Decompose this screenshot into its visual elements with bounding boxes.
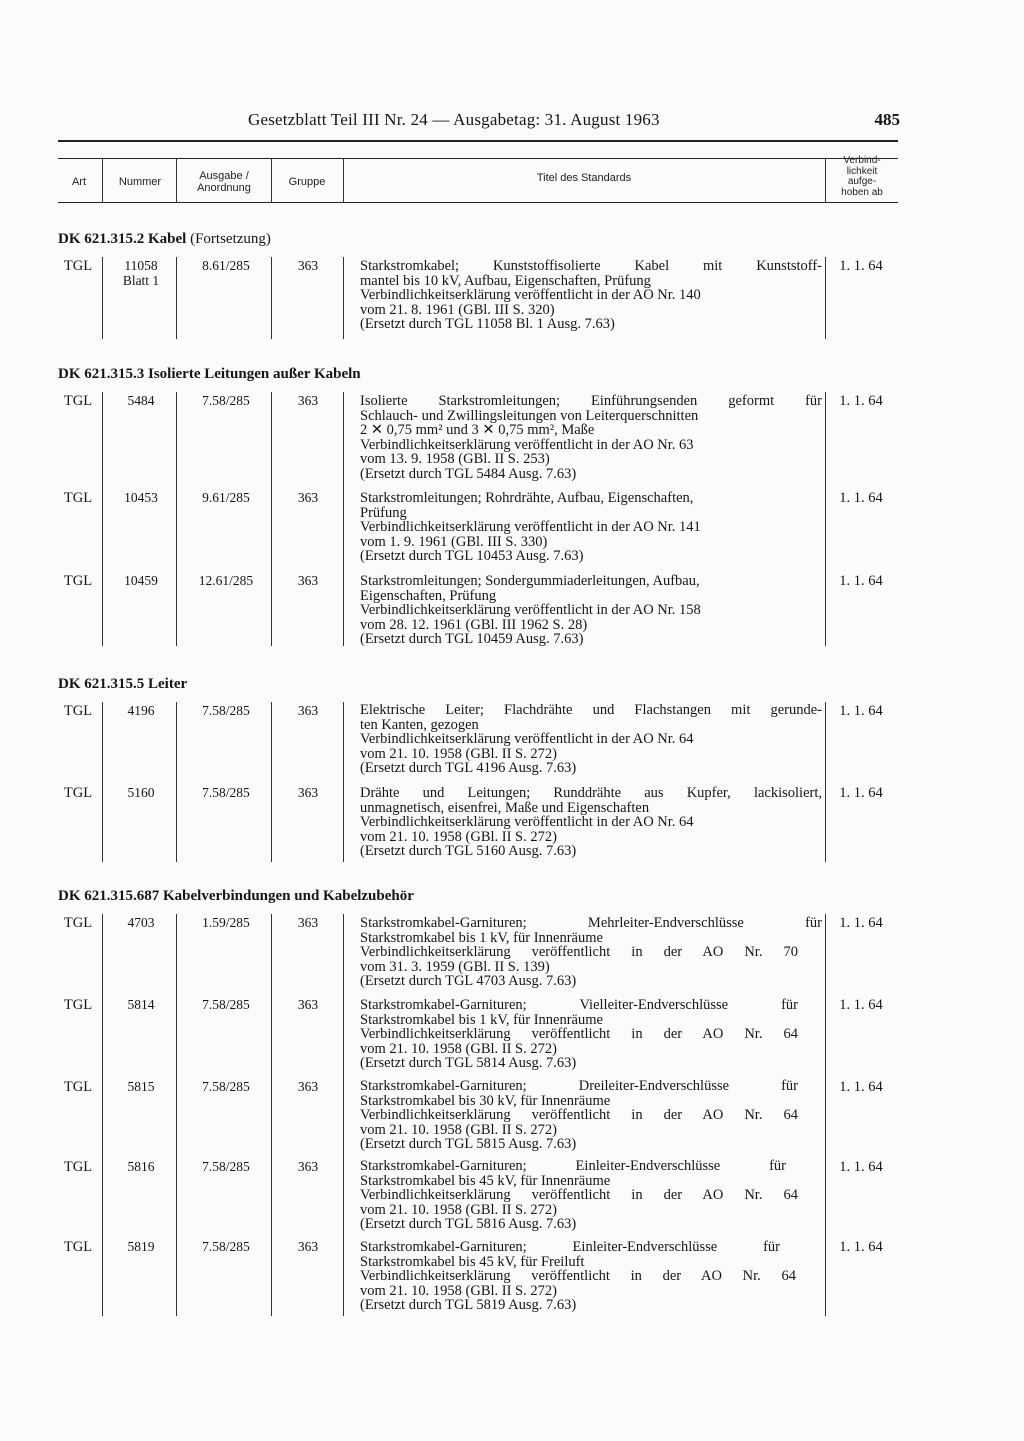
- entry-title-line: Starkstromkabel bis 1 kV, für Innenräume: [360, 929, 603, 946]
- entry-title-line: (Ersetzt durch TGL 5816 Ausg. 7.63): [360, 1216, 577, 1233]
- entry-title-line: Verbindlichkeitserklärung veröffentlicht in der AO Nr. 64: [360, 1026, 798, 1043]
- column-header-gruppe: Gruppe: [288, 176, 326, 188]
- entry-ausgabe: 7.58/285: [202, 1239, 250, 1254]
- entry-nummer: 10459: [124, 573, 158, 588]
- section-code: DK 621.315.3: [58, 366, 145, 382]
- row-separator-line: [271, 702, 272, 862]
- entry-title-line: Verbindlichkeitserklärung veröffentlicht in der AO Nr. 64: [360, 1107, 798, 1124]
- entry-title: [360, 394, 822, 482]
- entry-title-line: Schlauch- und Zwillingsleitungen von Leiterquerschnitten: [360, 407, 699, 424]
- row-separator-line: [825, 702, 826, 862]
- entry-ausgabe: 7.58/285: [202, 703, 250, 718]
- entry-title-line: vom 21. 10. 1958 (GBl. II S. 272): [360, 1282, 557, 1299]
- entry-ausgabe: 7.58/285: [202, 1159, 250, 1174]
- entry-art: TGL: [63, 1079, 93, 1095]
- entry-gruppe: 363: [297, 1239, 319, 1254]
- column-header-art: Art: [71, 176, 87, 188]
- entry-title-line: Starkstromkabel bis 1 kV, für Innenräume: [360, 1011, 603, 1028]
- entry-date: 1. 1. 64: [839, 1159, 883, 1175]
- entry-title-line: Prüfung: [360, 504, 407, 521]
- entry-nummer: 5814: [127, 997, 155, 1012]
- entry-title-line: Starkstromkabel bis 45 kV, für Innenräume: [360, 1172, 611, 1189]
- entry-title-line: Elektrische Leiter; Flachdrähte und Flachstangen mit gerunde-: [360, 702, 822, 718]
- entry-title-line: vom 21. 10. 1958 (GBl. II S. 272): [360, 1201, 557, 1218]
- section-name: Isolierte Leitungen außer Kabeln: [148, 366, 361, 382]
- entry-nummer: [108, 259, 174, 288]
- entry-nummer: 5160: [127, 785, 155, 800]
- entry-title-line: (Ersetzt durch TGL 5815 Ausg. 7.63): [360, 1136, 577, 1153]
- entry-title: [360, 998, 822, 1071]
- entry-title-line: (Ersetzt durch TGL 11058 Bl. 1 Ausg. 7.63): [360, 316, 615, 333]
- entry-title: [360, 1079, 822, 1152]
- section-heading: [58, 231, 271, 248]
- section-heading: [58, 366, 361, 383]
- row-separator-line: [102, 257, 103, 339]
- section-heading: [58, 888, 414, 905]
- table-header-bottom-rule: [58, 202, 898, 203]
- entry-date: 1. 1. 64: [839, 1079, 883, 1095]
- entry-art: TGL: [63, 1239, 93, 1255]
- row-separator-line: [343, 392, 344, 646]
- entry-gruppe: 363: [297, 573, 319, 588]
- entry-title: [360, 259, 822, 332]
- entry-title-line: (Ersetzt durch TGL 5484 Ausg. 7.63): [360, 465, 577, 482]
- entry-title-line: (Ersetzt durch TGL 10453 Ausg. 7.63): [360, 548, 584, 565]
- entry-title-line: Eigenschaften, Prüfung: [360, 587, 497, 604]
- entry-title: [360, 1159, 822, 1232]
- entry-title-line: Verbindlichkeitserklärung veröffentlicht in der AO Nr. 63: [360, 436, 694, 453]
- column-separator: [271, 158, 272, 203]
- entry-ausgabe: 7.58/285: [202, 1079, 250, 1094]
- column-header-ausgabe: [178, 170, 270, 194]
- entry-title-line: vom 21. 10. 1958 (GBl. II S. 272): [360, 745, 557, 762]
- entry-gruppe: 363: [297, 258, 319, 273]
- entry-title-line: Starkstromkabel bis 30 kV, für Innenräume: [360, 1092, 611, 1109]
- row-separator-line: [176, 914, 177, 1316]
- column-header-verbindlichkeit-line: hoben ab: [841, 186, 883, 198]
- entry-title-line: Isolierte Starkstromleitungen; Einführungsenden geformt für: [360, 393, 822, 409]
- entry-date: 1. 1. 64: [839, 258, 883, 274]
- section-code: DK 621.315.5: [58, 676, 145, 692]
- entry-title-line: Starkstromkabel; Kunststoffisolierte Kabel mit Kunststoff-: [360, 258, 822, 274]
- page-number: 485: [874, 110, 900, 129]
- entry-title-line: Verbindlichkeitserklärung veröffentlicht in der AO Nr. 64: [360, 731, 694, 748]
- entry-title-line: mantel bis 10 kV, Aufbau, Eigenschaften, Prüfung: [360, 272, 651, 289]
- entry-title-line: Verbindlichkeitserklärung veröffentlicht in der AO Nr. 64: [360, 1268, 796, 1285]
- entry-nummer: 4196: [127, 703, 155, 718]
- entry-title-line: vom 21. 10. 1958 (GBl. II S. 272): [360, 1040, 557, 1057]
- entry-title-line: Starkstromkabel-Garnituren; Einleiter-Endverschlüsse für: [360, 1158, 786, 1174]
- entry-title-line: vom 21. 10. 1958 (GBl. II S. 272): [360, 1121, 557, 1138]
- entry-title: [360, 916, 822, 989]
- entry-title-line: vom 1. 9. 1961 (GBl. III S. 330): [360, 533, 548, 550]
- section-code: DK 621.315.687: [58, 888, 160, 904]
- entry-art: TGL: [63, 258, 93, 274]
- entry-nummer: 10453: [124, 490, 158, 505]
- entry-title-line: (Ersetzt durch TGL 4196 Ausg. 7.63): [360, 760, 577, 777]
- entry-nummer-line: Blatt 1: [122, 272, 160, 288]
- row-separator-line: [343, 702, 344, 862]
- entry-gruppe: 363: [297, 1079, 319, 1094]
- entry-title-line: Verbindlichkeitserklärung veröffentlicht in der AO Nr. 64: [360, 1187, 798, 1204]
- entry-title-line: ten Kanten, gezogen: [360, 716, 479, 733]
- entry-gruppe: 363: [297, 490, 319, 505]
- entry-title: [360, 703, 822, 776]
- entry-title-line: (Ersetzt durch TGL 10459 Ausg. 7.63): [360, 631, 584, 648]
- entry-gruppe: 363: [297, 703, 319, 718]
- column-header-verbindlichkeit-line: lichkeit: [846, 165, 878, 177]
- entry-ausgabe: 7.58/285: [202, 393, 250, 408]
- entry-art: TGL: [63, 490, 93, 506]
- entry-nummer: 5819: [127, 1239, 155, 1254]
- entry-nummer: 4703: [127, 915, 155, 930]
- entry-title-line: Starkstromkabel-Garnituren; Mehrleiter-Endverschlüsse für: [360, 915, 822, 931]
- entry-ausgabe: 12.61/285: [198, 573, 254, 588]
- entry-ausgabe: 7.58/285: [202, 997, 250, 1012]
- entry-art: TGL: [63, 785, 93, 801]
- entry-art: TGL: [63, 997, 93, 1013]
- column-header-verbindlichkeit: [826, 156, 898, 198]
- entry-title-line: Starkstromkabel-Garnituren; Vielleiter-Endverschlüsse für: [360, 997, 798, 1013]
- entry-nummer: 5816: [127, 1159, 155, 1174]
- entry-nummer: 5815: [127, 1079, 155, 1094]
- section-suffix: (Fortsetzung): [190, 231, 271, 247]
- entry-nummer-line: 11058: [124, 258, 158, 273]
- entry-art: TGL: [63, 1159, 93, 1175]
- entry-ausgabe: 8.61/285: [202, 258, 250, 273]
- row-separator-line: [343, 257, 344, 339]
- entry-title-line: (Ersetzt durch TGL 5160 Ausg. 7.63): [360, 843, 577, 860]
- entry-art: TGL: [63, 703, 93, 719]
- entry-title-line: unmagnetisch, eisenfrei, Maße und Eigenschaften: [360, 799, 650, 816]
- column-header-nummer: Nummer: [118, 176, 162, 188]
- entry-date: 1. 1. 64: [839, 573, 883, 589]
- row-separator-line: [271, 392, 272, 646]
- entry-title-line: Starkstromkabel bis 45 kV, für Freiluft: [360, 1253, 585, 1270]
- column-separator: [343, 158, 344, 203]
- entry-title-line: vom 31. 3. 1959 (GBl. II S. 139): [360, 958, 550, 975]
- entry-title-line: (Ersetzt durch TGL 4703 Ausg. 7.63): [360, 973, 577, 990]
- row-separator-line: [102, 392, 103, 646]
- entry-date: 1. 1. 64: [839, 997, 883, 1013]
- entry-ausgabe: 1.59/285: [202, 915, 250, 930]
- entry-title-line: vom 28. 12. 1961 (GBl. III 1962 S. 28): [360, 616, 588, 633]
- entry-gruppe: 363: [297, 997, 319, 1012]
- entry-art: TGL: [63, 915, 93, 931]
- entry-title-line: 2 ✕ 0,75 mm² und 3 ✕ 0,75 mm², Maße: [360, 422, 595, 439]
- entry-title-line: Starkstromleitungen; Sondergummiaderleitungen, Aufbau,: [360, 573, 700, 589]
- entry-title-line: vom 21. 8. 1961 (GBl. III S. 320): [360, 301, 555, 318]
- entry-date: 1. 1. 64: [839, 1239, 883, 1255]
- table-header-top-rule: [58, 158, 898, 159]
- entry-title-line: (Ersetzt durch TGL 5814 Ausg. 7.63): [360, 1055, 577, 1072]
- section-name: Kabelverbindungen und Kabelzubehör: [163, 888, 414, 904]
- entry-title-line: Verbindlichkeitserklärung veröffentlicht in der AO Nr. 158: [360, 602, 701, 619]
- section-name: Leiter: [148, 676, 188, 692]
- entry-art: TGL: [63, 393, 93, 409]
- entry-title-line: Drähte und Leitungen; Runddrähte aus Kupfer, lackisoliert,: [360, 785, 822, 801]
- header-rule: [58, 140, 898, 142]
- entry-ausgabe: 7.58/285: [202, 785, 250, 800]
- entry-date: 1. 1. 64: [839, 490, 883, 506]
- row-separator-line: [271, 914, 272, 1316]
- row-separator-line: [825, 914, 826, 1316]
- entry-title-line: Verbindlichkeitserklärung veröffentlicht in der AO Nr. 140: [360, 287, 701, 304]
- entry-gruppe: 363: [297, 1159, 319, 1174]
- column-separator: [102, 158, 103, 203]
- entry-title-line: Starkstromkabel-Garnituren; Einleiter-Endverschlüsse für: [360, 1239, 780, 1255]
- entry-title-line: Starkstromkabel-Garnituren; Dreileiter-Endverschlüsse für: [360, 1078, 798, 1094]
- entry-title-line: Verbindlichkeitserklärung veröffentlicht in der AO Nr. 64: [360, 814, 694, 831]
- entry-title: [360, 786, 822, 859]
- entry-date: 1. 1. 64: [839, 393, 883, 409]
- column-header-ausgabe-line: Ausgabe /: [199, 170, 249, 182]
- entry-title-line: vom 21. 10. 1958 (GBl. II S. 272): [360, 828, 557, 845]
- entry-title: [360, 491, 822, 564]
- section-heading: [58, 676, 187, 693]
- row-separator-line: [343, 914, 344, 1316]
- entry-ausgabe: 9.61/285: [202, 490, 250, 505]
- row-separator-line: [176, 702, 177, 862]
- entry-date: 1. 1. 64: [839, 785, 883, 801]
- entry-date: 1. 1. 64: [839, 703, 883, 719]
- entry-title-line: (Ersetzt durch TGL 5819 Ausg. 7.63): [360, 1297, 577, 1314]
- entry-title: [360, 574, 822, 647]
- row-separator-line: [102, 702, 103, 862]
- column-separator: [176, 158, 177, 203]
- entry-gruppe: 363: [297, 393, 319, 408]
- entry-date: 1. 1. 64: [839, 915, 883, 931]
- entry-title-line: Starkstromleitungen; Rohrdrähte, Aufbau, Eigenschaften,: [360, 490, 694, 506]
- entry-title: [360, 1240, 822, 1313]
- column-header-verbindlichkeit-line: aufge-: [847, 176, 877, 187]
- entry-title-line: Verbindlichkeitserklärung veröffentlicht in der AO Nr. 70: [360, 944, 798, 961]
- entry-gruppe: 363: [297, 915, 319, 930]
- row-separator-line: [176, 392, 177, 646]
- entry-nummer: 5484: [127, 393, 155, 408]
- row-separator-line: [102, 914, 103, 1316]
- section-name: Kabel: [148, 231, 187, 247]
- row-separator-line: [176, 257, 177, 339]
- entry-art: TGL: [63, 573, 93, 589]
- section-code: DK 621.315.2: [58, 231, 145, 247]
- entry-title-line: Verbindlichkeitserklärung veröffentlicht in der AO Nr. 141: [360, 519, 701, 536]
- entry-gruppe: 363: [297, 785, 319, 800]
- page-header-title: Gesetzblatt Teil III Nr. 24 — Ausgabetag: 31. August 1963: [248, 110, 660, 129]
- column-header-titel: Titel des Standards: [536, 172, 632, 184]
- column-header-verbindlichkeit-line: Verbind-: [843, 155, 881, 166]
- column-header-ausgabe-line: Anordnung: [197, 182, 251, 194]
- row-separator-line: [825, 392, 826, 646]
- entry-title-line: vom 13. 9. 1958 (GBl. II S. 253): [360, 451, 550, 468]
